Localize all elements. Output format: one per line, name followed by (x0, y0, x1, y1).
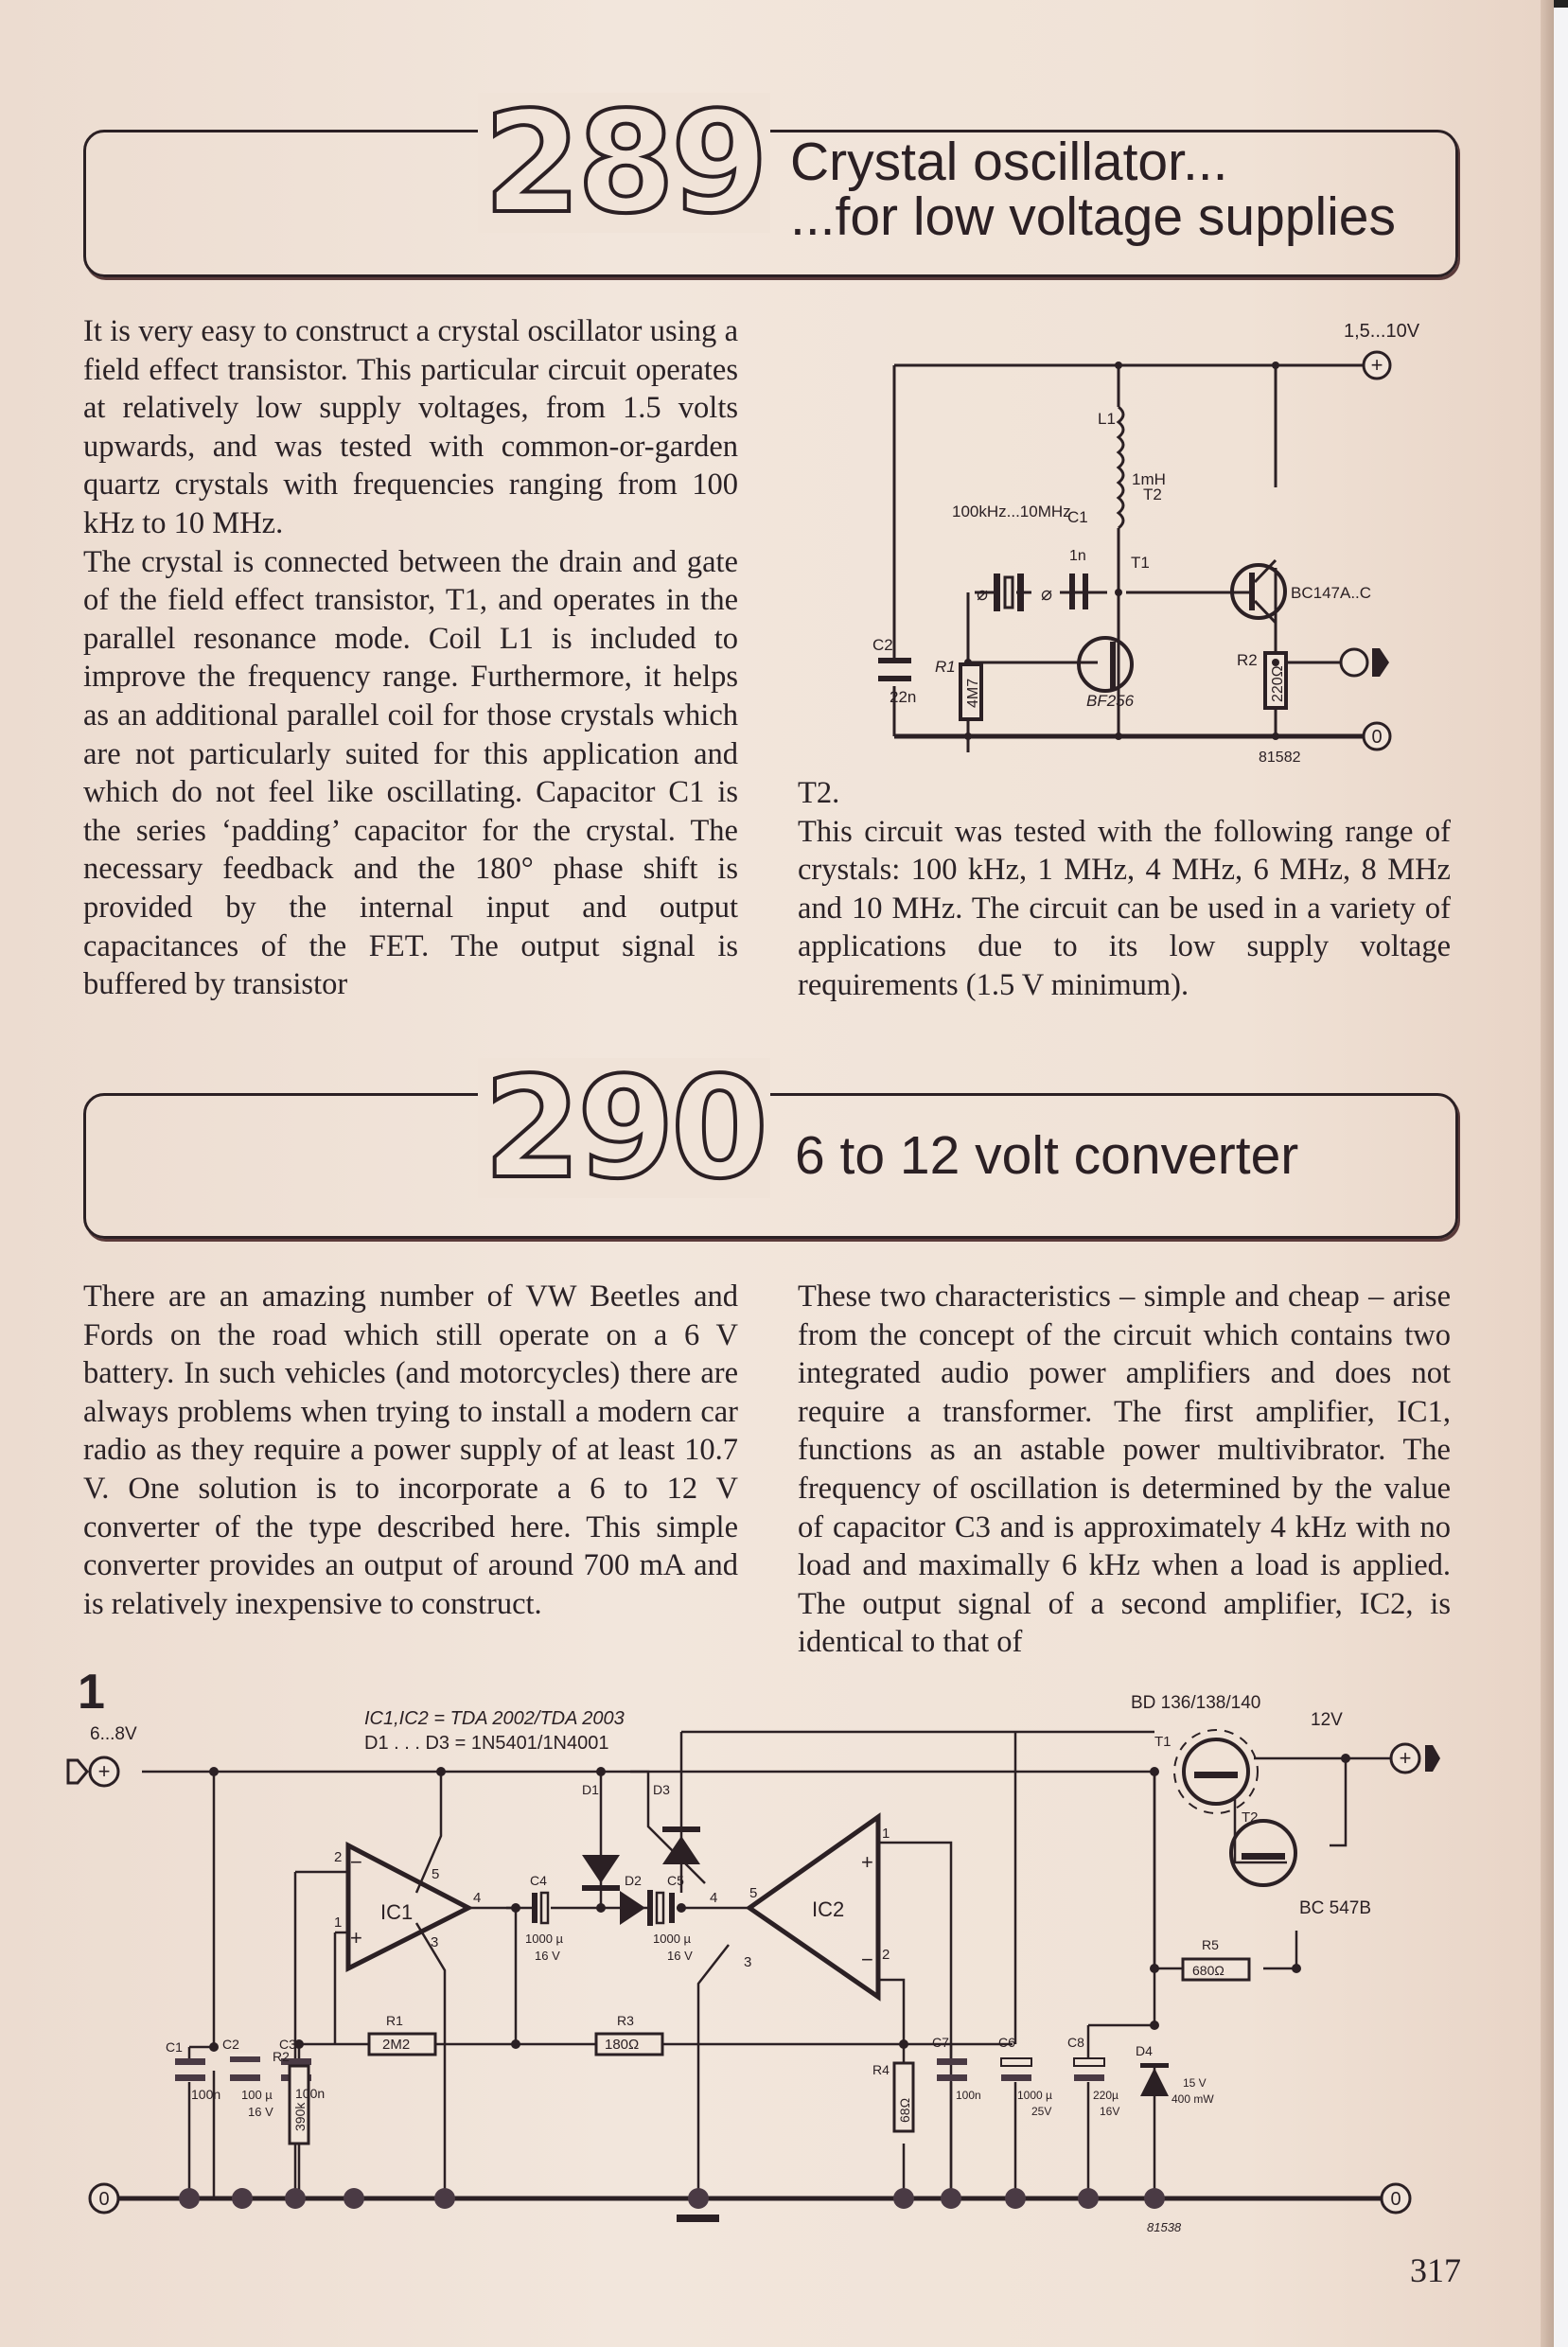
article-290-right-column (798, 1278, 1451, 1662)
ic2-label: IC2 (812, 1897, 845, 1921)
r5-value: 680Ω (1192, 1963, 1224, 1978)
t1-type: BF256 (1086, 692, 1135, 710)
c8-value: 220µ (1093, 2089, 1119, 2102)
l1-value: 1mH (1132, 470, 1166, 488)
c8-label: C8 (1067, 2035, 1084, 2050)
article-290-number: 290 (478, 1058, 770, 1198)
ic1-pin-2: 2 (334, 1849, 343, 1865)
article-289-paragraph-2: The crystal is connected between the drain and gate of the field effect transistor, T1, and operates in the parallel resonance mode. Coil L1 is included to improve the frequency range. Furthermore, it helps as an additional parallel coil for those crystals which are not particularly suited for this application and which do not feel like oscillating. Capacitor C1 is the series ‘padding’ capacitor for the crystal. The necessary feedback and the 180° phase shift is provided by the internal input and output capacitances of the FET. The output signal is buffered by transistor (83, 544, 738, 1002)
c5-value: 1000 µ (653, 1932, 692, 1946)
capacitor-c4 (532, 1893, 537, 1923)
c5-rating: 16 V (667, 1949, 693, 1963)
c4-value: 1000 µ (525, 1932, 564, 1946)
c2-rating: 16 V (248, 2105, 273, 2119)
article-290-paragraph-1: There are an amazing number of VW Beetles and Fords on the road which still operate on a 6 V battery. In such vehicles (and motorcycles) there are always problems when trying to install a modern car radio as they require a power supply of at least 10.7 V. One solution is to incorporate a 6 to 12 V converter of the type described here. This simple converter provides an output of around 700 mA and is relatively inexpensive to construct. (83, 1279, 738, 1621)
svg-text:⌀: ⌀ (1041, 584, 1053, 605)
capacitor-c8 (1074, 2074, 1104, 2081)
r2-label: R2 (273, 2049, 290, 2064)
t2-label: T2 (1242, 1809, 1259, 1826)
svg-text:−: − (861, 1948, 873, 1971)
t2-type: BC 547B (1299, 1898, 1372, 1918)
capacitor-c1 (175, 2058, 205, 2065)
figure-number: 1 (78, 1665, 105, 1720)
capacitor-c2 (878, 658, 911, 663)
capacitor-c1 (1069, 574, 1075, 609)
crystal-symbol (977, 574, 1052, 611)
crystal-frequency-label: 100kHz...10MHz (952, 503, 1071, 521)
r3-label: R3 (617, 2013, 634, 2028)
schematic-code: 81582 (1259, 750, 1301, 766)
c1-label: C1 (166, 2039, 183, 2055)
article-289-number: 289 (478, 93, 770, 233)
chassis-ground-symbol (677, 2215, 719, 2222)
c3-label: C3 (279, 2037, 296, 2052)
ic2-pin-4: 4 (710, 1890, 718, 1906)
article-289-left-column (83, 312, 738, 1004)
input-terminal-label: + (97, 1759, 111, 1783)
article-289-continuation: T2. (798, 776, 840, 810)
c2-label: C2 (872, 636, 893, 654)
d2-label: D2 (625, 1873, 642, 1888)
r1-label: R1 (935, 658, 956, 676)
supply-voltage-label: 1,5...10V (1344, 321, 1420, 342)
c3-value: 100n (295, 2086, 326, 2101)
ic2-pin-1: 1 (882, 1826, 890, 1842)
r4-value: 68Ω (897, 2097, 912, 2123)
article-290-paragraph-2: These two characteristics – simple and cheap – arise from the concept of the circuit which contains two integrated audio power amplifiers and does not require a transformer. The first amplifier, IC1, functions as an astable power multivibrator. The frequency of oscillation is determined by the value of capacitor C3 and is approximately 4 kHz with no load and maximally 6 kHz when a load is applied. The output signal of a second amplifier, IC2, is identical to that of (798, 1279, 1451, 1660)
r1-value: 2M2 (382, 2037, 411, 2053)
output-arrow-icon (1425, 1745, 1440, 1772)
ground-terminal-label: 0 (1371, 727, 1383, 748)
crystal-oscillator-schematic (852, 312, 1457, 776)
l1-label: L1 (1098, 410, 1116, 428)
r3-value: 180Ω (605, 2037, 640, 2053)
ic1-pin-3: 3 (431, 1934, 439, 1950)
zener-d4 (1140, 2068, 1169, 2096)
article-290-title: 6 to 12 volt converter (795, 1125, 1299, 1186)
ic2-pin-3: 3 (744, 1954, 752, 1970)
output-arrow-icon (1372, 648, 1389, 677)
article-289-title-line1: Crystal oscillator... (790, 132, 1228, 192)
article-290-left-column (83, 1278, 738, 1623)
diode-note: D1 . . . D3 = 1N5401/1N4001 (364, 1733, 609, 1754)
scan-margin (1554, 0, 1568, 2347)
c4-label: C4 (530, 1873, 547, 1888)
t1-label: T1 (1131, 554, 1150, 572)
page-number: 317 (1410, 2251, 1461, 2289)
voltage-converter-schematic (66, 1666, 1486, 2233)
fet-t1 (1079, 638, 1132, 691)
supply-terminal-label: + (1370, 353, 1383, 377)
ic1-label: IC1 (380, 1900, 414, 1924)
r1-value: 4M7 (965, 678, 981, 708)
article-289-right-column (798, 774, 1451, 1005)
r5-label: R5 (1202, 1937, 1219, 1952)
c1-label: C1 (1067, 508, 1088, 526)
schematic-code: 81538 (1147, 2220, 1182, 2233)
c4-rating: 16 V (535, 1949, 560, 1963)
c6-rating: 25V (1031, 2105, 1052, 2118)
input-voltage-label: 6...8V (90, 1724, 137, 1744)
ic2-pin-2: 2 (882, 1947, 890, 1963)
ic1-pin-4: 4 (473, 1890, 482, 1906)
svg-text:+: + (861, 1850, 873, 1874)
diode-d3 (662, 1836, 700, 1864)
c1-value: 1n (1069, 548, 1086, 564)
r2-value: 390k (292, 2102, 308, 2131)
inductor-l1 (1119, 407, 1123, 528)
d4-rating: 400 mW (1172, 2092, 1214, 2106)
article-289-title (790, 132, 1396, 248)
svg-text:+: + (350, 1926, 362, 1950)
r2-value: 220Ω (1270, 665, 1286, 702)
d4-label: D4 (1136, 2043, 1153, 2058)
c6-label: C6 (998, 2035, 1015, 2050)
c7-value: 100n (956, 2089, 981, 2102)
t2-label: T2 (1143, 485, 1162, 503)
article-289-title-line2: ...for low voltage supplies (790, 186, 1396, 248)
c1-value: 100n (191, 2087, 221, 2102)
t1-type: BD 136/138/140 (1131, 1693, 1261, 1713)
t1-label: T1 (1154, 1734, 1172, 1750)
svg-text:⌀: ⌀ (977, 584, 989, 605)
ic1-pin-5: 5 (432, 1866, 440, 1882)
capacitor-c7 (937, 2058, 967, 2065)
ic1-pin-1: 1 (334, 1915, 343, 1931)
c2-value: 22n (890, 688, 917, 706)
ground-terminal-right-label: 0 (1390, 2189, 1401, 2210)
output-voltage-label: 12V (1311, 1710, 1343, 1730)
output-terminal (1341, 649, 1367, 676)
c6-value: 1000 µ (1017, 2089, 1052, 2102)
c2-value: 100 µ (241, 2088, 273, 2102)
scan-margin-mark (1554, 0, 1568, 8)
ic-note: IC1,IC2 = TDA 2002/TDA 2003 (364, 1708, 625, 1729)
diode-d1 (582, 1855, 620, 1883)
diode-d2 (620, 1891, 645, 1925)
c2-label: C2 (222, 2037, 239, 2052)
d4-value: 15 V (1183, 2076, 1207, 2090)
t2-type: BC147A..C (1291, 584, 1372, 602)
r2-label: R2 (1237, 651, 1258, 669)
d1-label: D1 (582, 1782, 599, 1797)
c5-label: C5 (667, 1873, 684, 1888)
article-289-paragraph-3: This circuit was tested with the following range of crystals: 100 kHz, 1 MHz, 4 MHz, 6 MHz, 8 MHz and 10 MHz. The circuit can be used in a variety of applications due to its low supply voltage requirements (1.5 V minimum). (798, 814, 1451, 1002)
ground-terminal-left-label: 0 (98, 2189, 110, 2210)
r1-label: R1 (386, 2013, 403, 2028)
input-arrow-icon (68, 1760, 87, 1783)
svg-text:−: − (350, 1850, 362, 1874)
output-terminal-label: + (1399, 1746, 1412, 1770)
r4-label: R4 (872, 2062, 890, 2077)
article-289-paragraph-1: It is very easy to construct a crystal oscillator using a field effect transistor. This particular circuit operates at relatively low supply voltages, from 1.5 volts upwards, and was tested with common-or-garden quartz crystals with frequencies ranging from 100 kHz to 10 MHz. (83, 314, 738, 540)
ic2-pin-5: 5 (749, 1885, 758, 1901)
d3-label: D3 (653, 1782, 670, 1797)
capacitor-c2 (230, 2056, 260, 2062)
page-edge-shadow (1541, 0, 1554, 2347)
capacitor-c5 (669, 1893, 675, 1923)
capacitor-c6 (1001, 2074, 1031, 2081)
c8-rating: 16V (1100, 2105, 1120, 2118)
c7-label: C7 (932, 2035, 949, 2050)
